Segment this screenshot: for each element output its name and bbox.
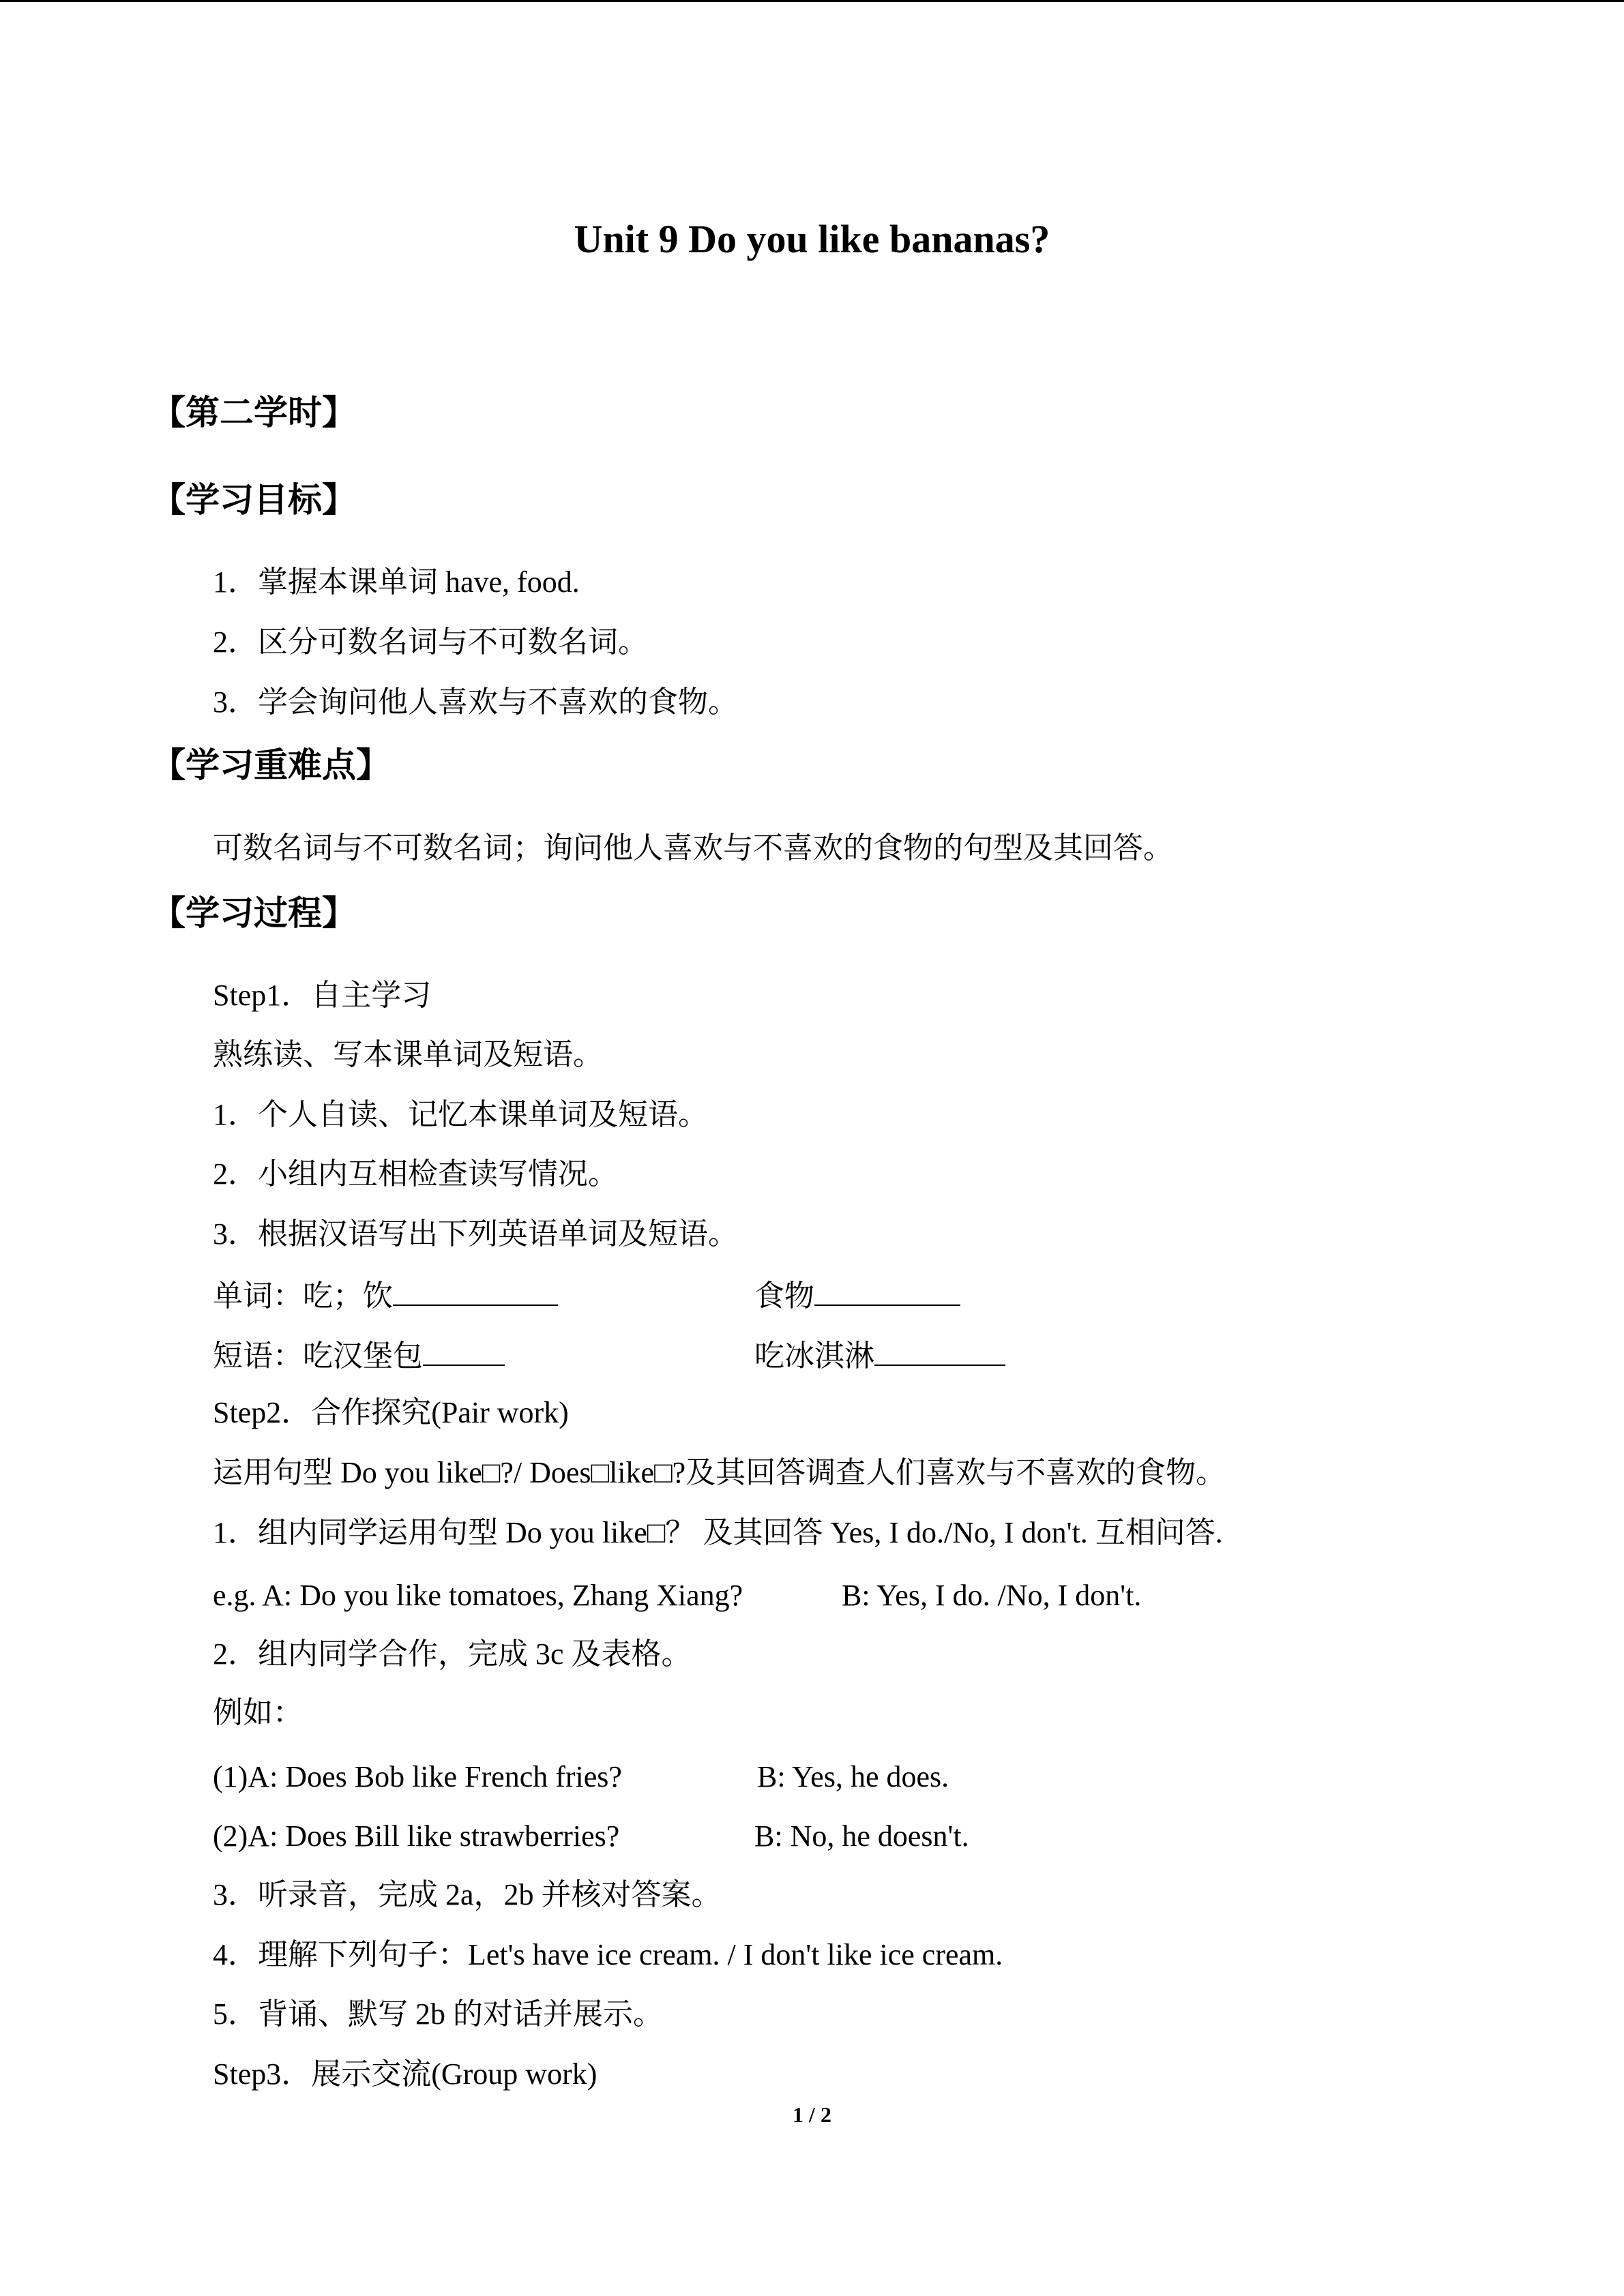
key-points-text: 可数名词与不可数名词；询问他人喜欢与不喜欢的食物的句型及其回答。	[213, 831, 1173, 865]
step2-item: 2．组内同学合作，完成 3c 及表格。	[213, 1637, 692, 1671]
step2-intro: 运用句型 Do you like□?/ Does□like□?及其回答调查人们喜欢与不喜欢的食物。	[213, 1456, 1226, 1489]
answer-blank[interactable]	[423, 1339, 505, 1366]
icecream-row	[754, 1339, 1005, 1371]
top-border-line	[0, 0, 1624, 2]
step3-title: Step3．展示交流(Group work)	[213, 2057, 597, 2091]
step2-item: 3．听录音，完成 2a，2b 并核对答案。	[213, 1878, 722, 1911]
answer-blank[interactable]	[393, 1279, 558, 1306]
words-row	[213, 1279, 558, 1311]
example-question: (2)A: Does Bill like strawberries?	[213, 1819, 620, 1853]
example-answer: B: Yes, he does.	[757, 1760, 949, 1793]
step1-intro: 熟练读、写本课单词及短语。	[213, 1038, 603, 1071]
goal-item: 1．掌握本课单词 have, food.	[213, 565, 580, 599]
goal-item: 2．区分可数名词与不可数名词。	[213, 625, 648, 659]
example-answer: B: Yes, I do. /No, I don't.	[842, 1579, 1142, 1612]
answer-blank[interactable]	[874, 1339, 1005, 1366]
example-question: e.g. A: Do you like tomatoes, Zhang Xiang?	[213, 1579, 743, 1612]
example-answer: B: No, he doesn't.	[754, 1819, 969, 1853]
section-heading-goals: 【学习目标】	[151, 480, 356, 520]
step2-item: 1．组内同学运用句型 Do you like□？ 及其回答 Yes, I do./No, I don't. 互相问答.	[213, 1516, 1223, 1549]
example-label: 例如：	[213, 1696, 303, 1729]
step1-title: Step1．自主学习	[213, 979, 432, 1012]
goal-item: 3．学会询问他人喜欢与不喜欢的食物。	[213, 685, 738, 719]
phrases-label: 短语：吃汉堡包	[213, 1339, 423, 1373]
icecream-label: 吃冰淇淋	[754, 1339, 874, 1373]
step2-title: Step2．合作探究(Pair work)	[213, 1396, 569, 1429]
page-number: 1 / 2	[793, 2102, 831, 2127]
step1-item: 1．个人自读、记忆本课单词及短语。	[213, 1098, 708, 1131]
words-label: 单词：吃；饮	[213, 1279, 393, 1313]
step2-item: 5．背诵、默写 2b 的对话并展示。	[213, 1997, 663, 2031]
section-heading-key-points: 【学习重难点】	[151, 745, 390, 785]
food-row	[754, 1279, 960, 1311]
step1-item: 2．小组内互相检查读写情况。	[213, 1157, 618, 1191]
section-heading-period: 【第二学时】	[151, 393, 356, 432]
document-title: Unit 9 Do you like bananas?	[574, 217, 1050, 261]
phrases-row	[213, 1339, 505, 1371]
step1-item: 3．根据汉语写出下列英语单词及短语。	[213, 1217, 738, 1251]
step2-item: 4．理解下列句子：Let's have ice cream. / I don't like ice cream.	[213, 1938, 1003, 1971]
example-question: (1)A: Does Bob like French fries?	[213, 1760, 622, 1793]
section-heading-process: 【学习过程】	[151, 893, 356, 933]
food-label: 食物	[754, 1279, 814, 1313]
answer-blank[interactable]	[814, 1279, 960, 1306]
